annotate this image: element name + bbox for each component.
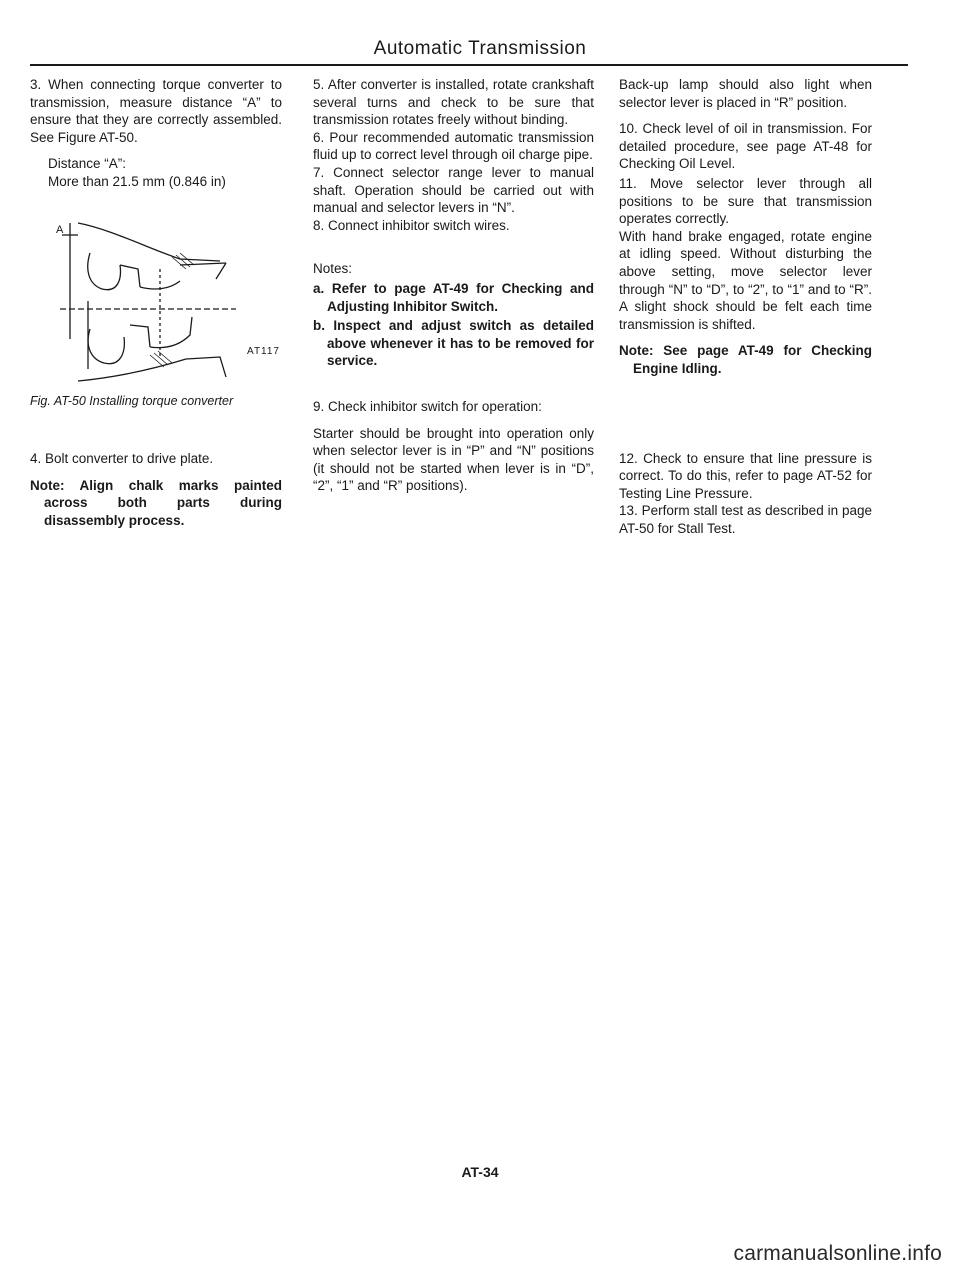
distance-label: Distance “A”:	[48, 156, 127, 172]
header-rule	[30, 64, 908, 66]
torque-converter-diagram	[30, 209, 282, 389]
step-3: 3. When connecting torque converter to transmission, measure distance “A” to ensure that they are correctly assembled. See Figure AT-50.	[30, 77, 282, 145]
column-left	[30, 76, 282, 539]
note-chalk-marks: Note: Align chalk marks painted across both parts during disassembly process.	[30, 477, 282, 528]
distance-value: More than 21.5 mm (0.846 in)	[48, 173, 226, 189]
note-a: a. Refer to page AT-49 for Checking and Adjusting Inhibitor Switch.	[313, 280, 594, 314]
step-9-body: Starter should be brought into operation only when selector lever is in “P” and “N” positions (it should not be started when lever is in “D”, “2”, “1” and “R” positions).	[313, 425, 594, 494]
step-13: 13. Perform stall test as described in page AT-50 for Stall Test.	[619, 503, 872, 536]
step-9: 9. Check inhibitor switch for operation:	[313, 398, 542, 414]
backup-lamp-text: Back-up lamp should also light when selector lever is placed in “R” position.	[619, 77, 872, 110]
note-b: b. Inspect and adjust switch as detailed above whenever it has to be removed for service.	[313, 318, 594, 369]
figure-code: AT117	[247, 345, 280, 357]
notes-heading: Notes:	[313, 261, 353, 277]
step-10: 10. Check level of oil in transmission. For detailed procedure, see page AT-48 for Checking Oil Level.	[619, 121, 872, 172]
step-12: 12. Check to ensure that line pressure is correct. To do this, refer to page AT-52 for Testing Line Pressure.	[619, 450, 872, 501]
column-right	[619, 76, 872, 546]
step-7: 7. Connect selector range lever to manual shaft. Operation should be carried out with manual and selector levers in “N”.	[313, 164, 594, 216]
watermark: carmanualsonline.info	[733, 1242, 942, 1265]
column-middle	[313, 76, 594, 504]
step-6: 6. Pour recommended automatic transmission fluid up to correct level through oil charge pipe.	[313, 129, 594, 163]
step-11: 11. Move selector lever through all positions to be sure that transmission operates correctly.	[619, 175, 872, 227]
step-8: 8. Connect inhibitor switch wires.	[313, 217, 510, 233]
dimension-label-a: A	[56, 223, 64, 236]
figure-at-50	[30, 209, 282, 389]
page-header: Automatic Transmission	[373, 38, 587, 59]
step-11-body: With hand brake engaged, rotate engine at idling speed. Without disturbing the above setting, move selector lever through “N” to “D”, to “2”, to “1” and to “R”. A slight shock should be felt each time transmission is shifted.	[619, 228, 872, 332]
step-4: 4. Bolt converter to drive plate.	[30, 451, 214, 467]
page-number: AT-34	[461, 1164, 499, 1180]
step-5: 5. After converter is installed, rotate crankshaft several turns and check to be sure that transmission rotates freely without binding.	[313, 77, 594, 128]
note-engine-idling: Note: See page AT-49 for Checking Engine Idling.	[619, 343, 872, 376]
figure-caption: Fig. AT-50 Installing torque converter	[30, 393, 234, 408]
